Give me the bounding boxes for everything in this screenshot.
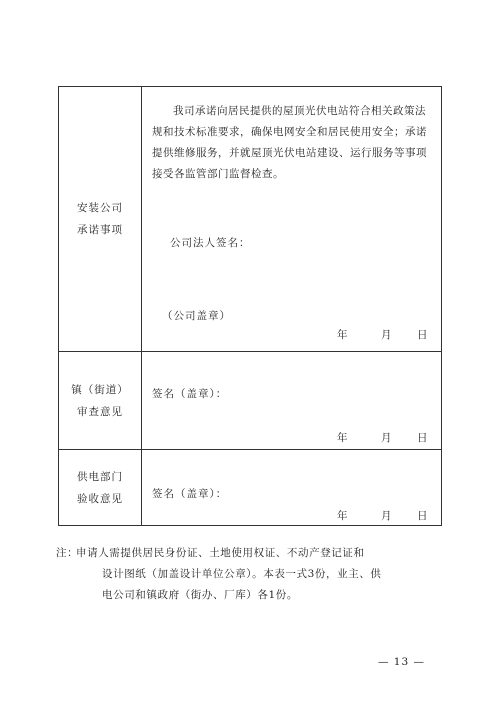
date-fields	[337, 327, 427, 342]
row-label-line: 验收意见	[77, 492, 123, 505]
signature-seal-label: 签名（盖章）：	[152, 488, 228, 500]
date-fields	[337, 430, 427, 445]
row-label-line: 审查意见	[77, 405, 123, 418]
table-row-installer-commitment	[59, 87, 442, 352]
commitment-text: 我司承诺向居民提供的屋顶光伏电站符合相关政策法规和技术标准要求，确保电网安全和居民使用安全；承诺提供维修服务，并就屋顶光伏电站建设、运行服务等事项接受各监管部门监督检查。	[152, 105, 427, 180]
approval-form-table	[58, 86, 442, 526]
date-month: 月	[381, 510, 392, 522]
row-label-line: 安装公司	[77, 202, 123, 214]
footnote-line: 设计图纸（加盖设计单位公章）。本表一式3份，业主、供	[102, 568, 382, 580]
row-label-line: 承诺事项	[77, 224, 123, 236]
date-day: 日	[417, 432, 428, 444]
footnote-prefix: 注：	[56, 547, 79, 559]
row-label-installer	[59, 87, 142, 352]
date-year: 年	[337, 510, 348, 522]
table-row-town-review	[59, 352, 442, 450]
power-acceptance-content	[142, 450, 442, 526]
row-label-power	[59, 450, 142, 526]
footnote	[56, 543, 428, 606]
town-review-content	[142, 352, 442, 450]
footnote-line: 电公司和镇政府（街办、厂库）各1份。	[102, 589, 298, 601]
commitment-content	[142, 87, 442, 352]
date-day: 日	[417, 329, 428, 341]
date-year: 年	[337, 432, 348, 444]
page-number: — 13 —	[377, 656, 425, 668]
date-year: 年	[337, 329, 348, 341]
table-row-power-acceptance	[59, 450, 442, 526]
row-label-line: 供电部门	[77, 470, 123, 483]
row-label-line: 镇（街道）	[71, 383, 129, 396]
date-fields	[337, 508, 427, 523]
signature-seal-label: 签名（盖章）：	[152, 388, 228, 400]
date-day: 日	[417, 510, 428, 522]
company-seal-label: （公司盖章）	[162, 310, 231, 322]
row-label-town	[59, 352, 142, 450]
legal-representative-signature-label: 公司法人签名：	[170, 237, 251, 249]
footnote-line: 申请人需提供居民身份证、土地使用权证、不动产登记证和	[76, 547, 365, 559]
date-month: 月	[381, 329, 392, 341]
date-month: 月	[381, 432, 392, 444]
footnote-body	[76, 543, 428, 606]
